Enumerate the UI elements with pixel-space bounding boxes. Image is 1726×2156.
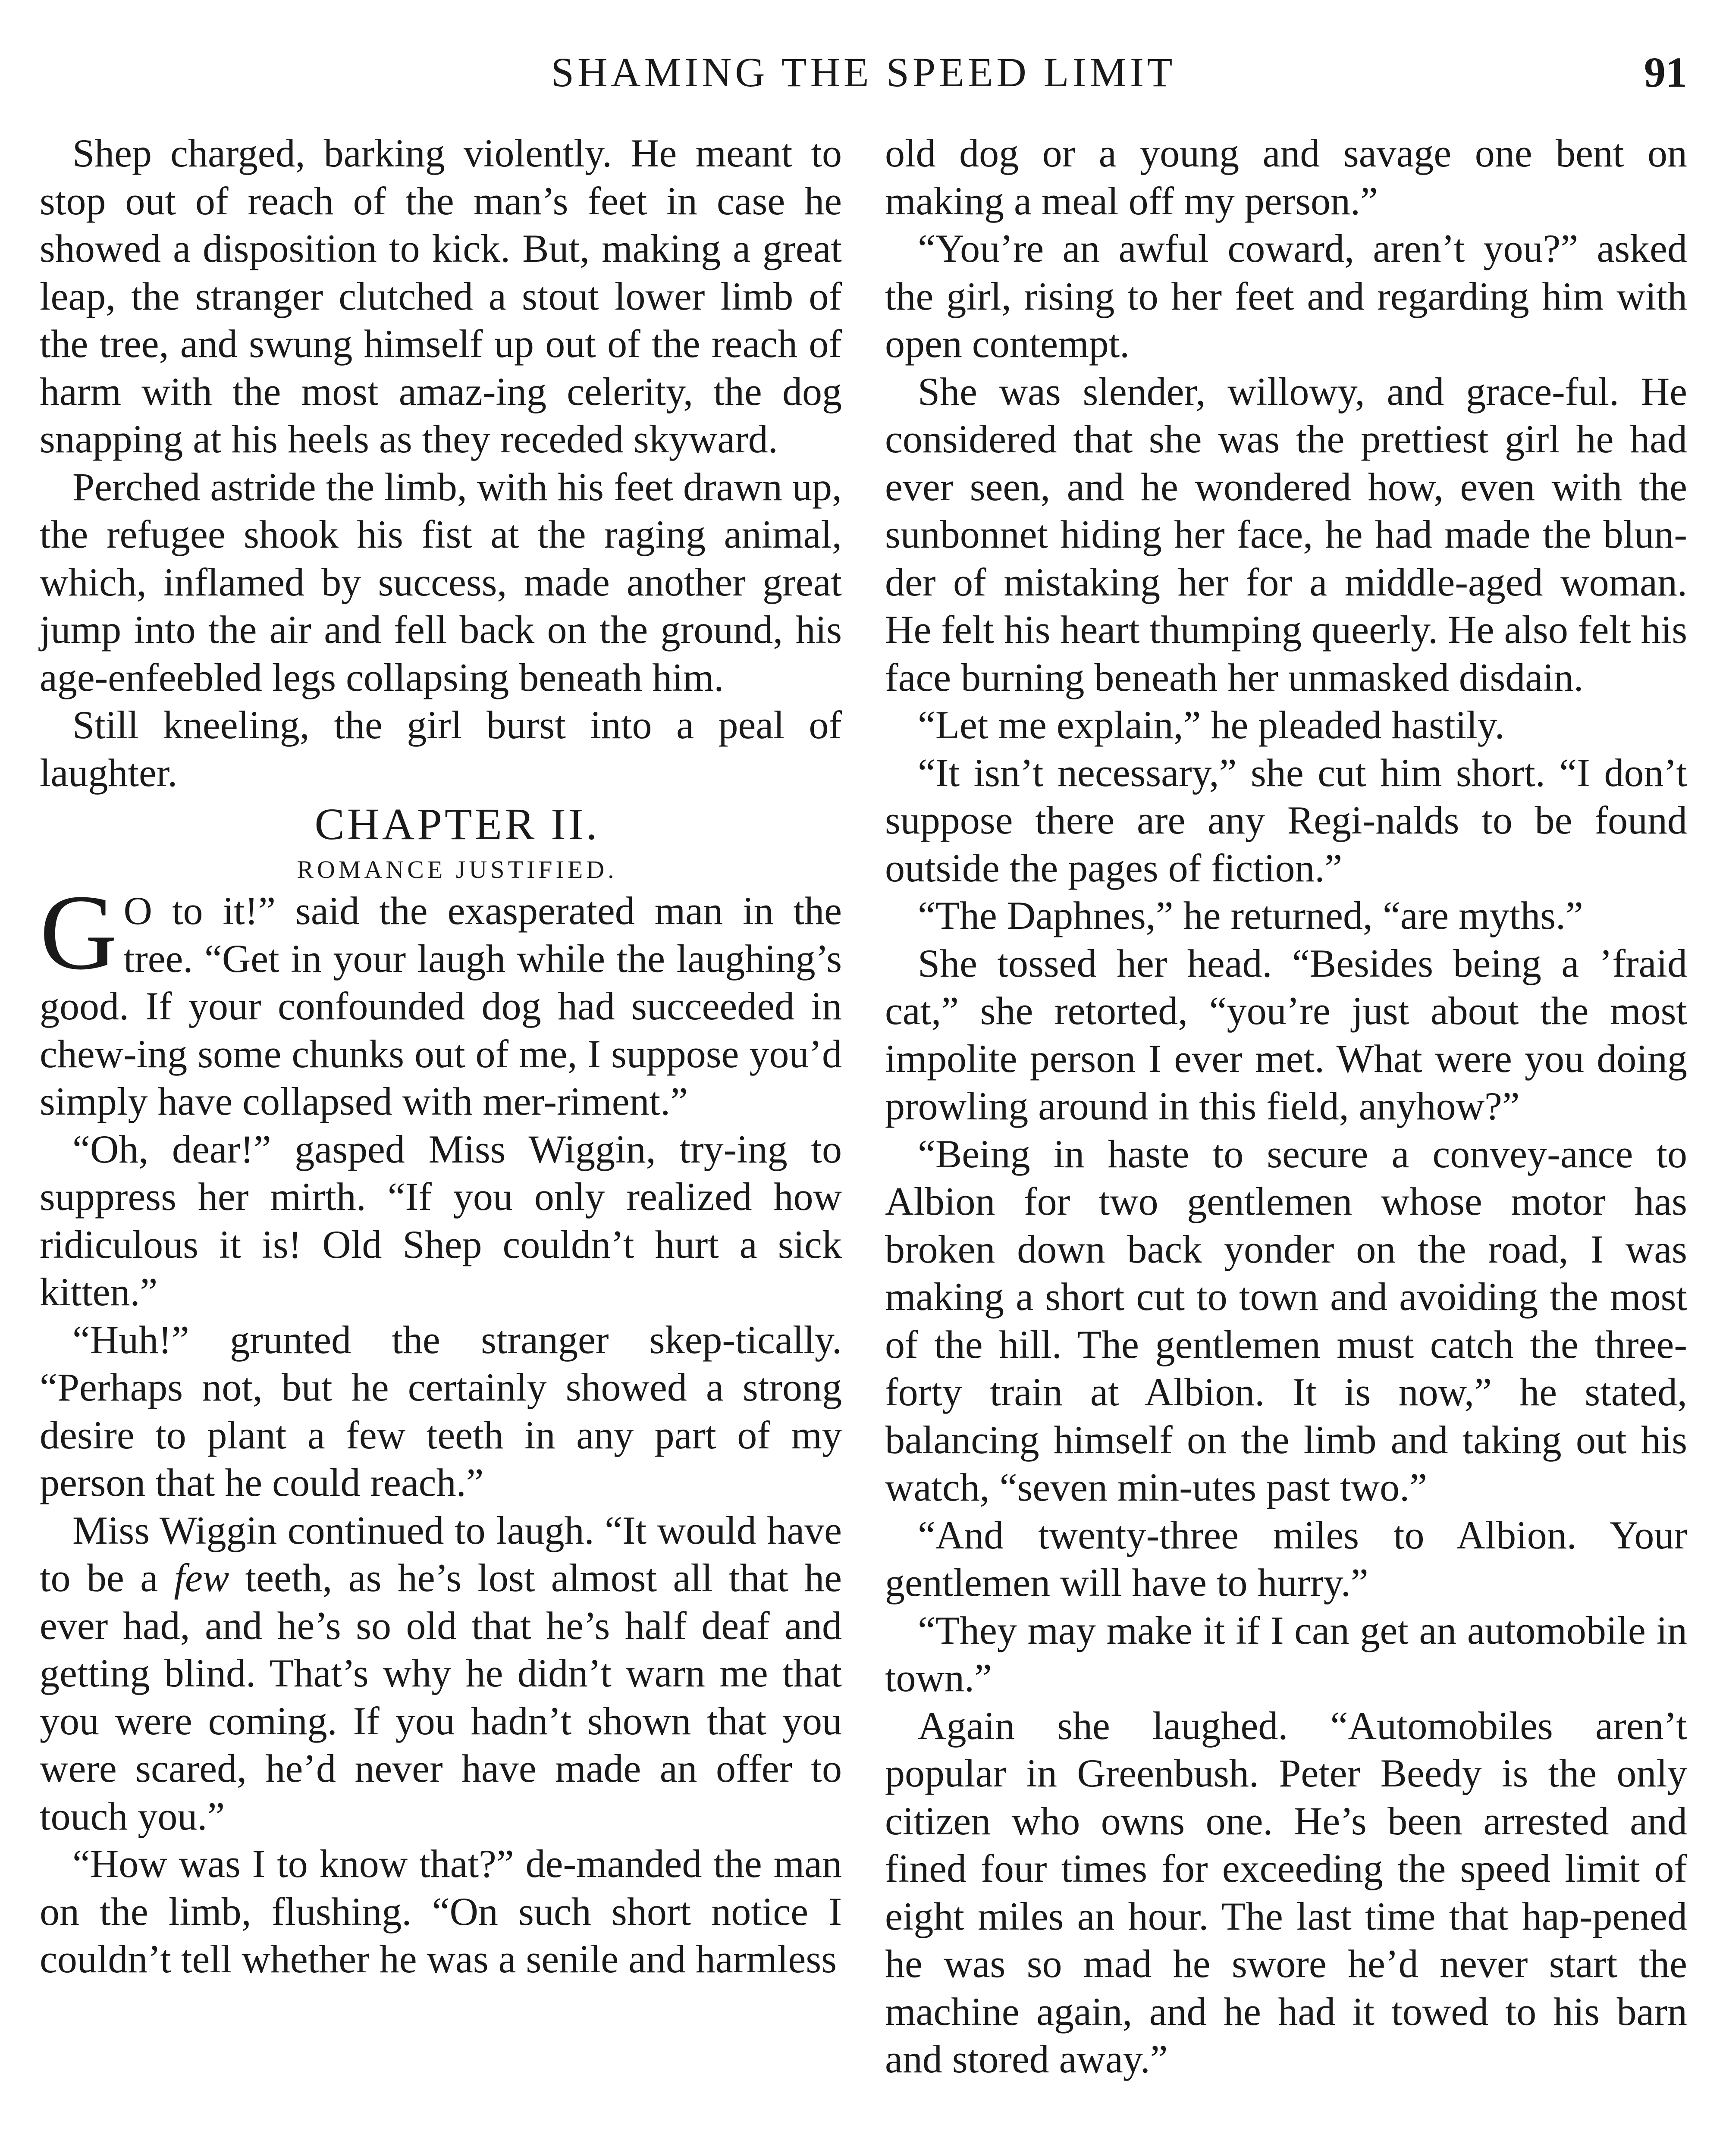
chapter-subtitle: ROMANCE JUSTIFIED. [297, 856, 618, 884]
paragraph: Shep charged, barking violently. He meant to stop out of reach of the man’s feet in case he showed a disposition to kick. But, making a great leap, the stranger clutched a stout lower limb of the tree, and swung himself up out of the reach of harm with the most amaz-ing celerity, the dog snapping at his heels as they receded skyward. [40, 131, 842, 461]
chapter-title: CHAPTER II. [314, 799, 600, 849]
running-head: SHAMING THE SPEED LIMIT [551, 49, 1176, 95]
paragraph: “How was I to know that?” de-manded the man on the limb, flushing. “On such short notice I couldn’t tell whether he was a senile and harmless [40, 1842, 842, 1981]
paragraph-text: Miss Wiggin continued to laugh. “It would have to be a [40, 1508, 842, 1600]
paragraph-continued: old dog or a young and savage one bent on making a meal off my person.” [885, 131, 1687, 223]
paragraph: “They may make it if I can get an automobile in town.” [885, 1608, 1687, 1700]
paragraph: “You’re an awful coward, aren’t you?” asked the girl, rising to her feet and regarding him with open contempt. [885, 226, 1687, 366]
paragraph: “Let me explain,” he pleaded hastily. [918, 703, 1505, 747]
paragraph: “It isn’t necessary,” she cut him short. “I don’t suppose there are any Regi-nalds to be found outside the pages of fiction.” [885, 750, 1687, 890]
chapter-opening-paragraph [40, 873, 842, 1125]
paragraph: She tossed her head. “Besides being a ’fraid cat,” she retorted, “you’re just about the most impolite person I ever met. What were you doing prowling around in this field, anyhow?” [885, 941, 1687, 1128]
paragraph [40, 1507, 842, 1840]
paragraph: “Being in haste to secure a convey-ance to Albion for two gentlemen whose motor has broken down back yonder on the road, I was making a short cut to town and avoiding the most of the hill. The gentlemen must catch the three-forty train at Albion. It is now,” he stated, balancing himself on the limb and taking out his watch, “seven min-utes past two.” [885, 1131, 1687, 1509]
drop-cap: G [40, 873, 118, 992]
left-column [40, 129, 842, 2156]
paragraph: “Oh, dear!” gasped Miss Wiggin, try-ing to suppress her mirth. “If you only realized how ridiculous it is! Old Shep couldn’t hurt a sick kitten.” [40, 1127, 842, 1314]
paragraph: Still kneeling, the girl burst into a peal of laughter. [40, 703, 842, 795]
page-header [40, 47, 1687, 98]
right-column [885, 129, 1687, 2156]
paragraph: Again she laughed. “Automobiles aren’t popular in Greenbush. Peter Beedy is the only citizen who owns one. He’s been arrested and fined four times for exceeding the speed limit of eight miles an hour. The last time that hap-pened he was so mad he swore he’d never start the machine again, and he had it towed to his barn and stored away.” [885, 1703, 1687, 2081]
paragraph: “And twenty-three miles to Albion. Your gentlemen will have to hurry.” [885, 1513, 1687, 1604]
paragraph-text: O to it!” said the exasperated man in the tree. “Get in your laugh while the laughing’s good. If your confounded dog had succeeded in chew-ing some chunks out of me, I suppose you’d simply have collapsed with mer-riment.” [40, 889, 842, 1123]
paragraph-text: teeth, as he’s lost almost all that he ever had, and he’s so old that he’s half deaf and getting blind. That’s why he didn’t warn me that you were coming. If you hadn’t shown that you were scared, he’d never have made an offer to touch you.” [40, 1556, 842, 1838]
page-number: 91 [1644, 48, 1687, 96]
paragraph: She was slender, willowy, and grace-ful. He considered that she was the prettiest girl he had ever seen, and he wondered how, even with the sunbonnet hiding her face, he had made the blun-der of mistaking her for a middle-aged woman. He felt his heart thumping queerly. He also felt his face burning beneath her unmasked disdain. [885, 369, 1687, 699]
paragraph: “The Daphnes,” he returned, “are myths.” [918, 893, 1583, 937]
emphasized-word: few [174, 1556, 229, 1600]
paragraph: “Huh!” grunted the stranger skep-tically. “Perhaps not, but he certainly showed a strong desire to plant a few teeth in any part of my person that he could reach.” [40, 1317, 842, 1504]
paragraph: Perched astride the limb, with his feet drawn up, the refugee shook his fist at the raging animal, which, inflamed by success, made another great jump into the air and fell back on the ground, his age-enfeebled legs collapsing beneath him. [40, 464, 842, 699]
